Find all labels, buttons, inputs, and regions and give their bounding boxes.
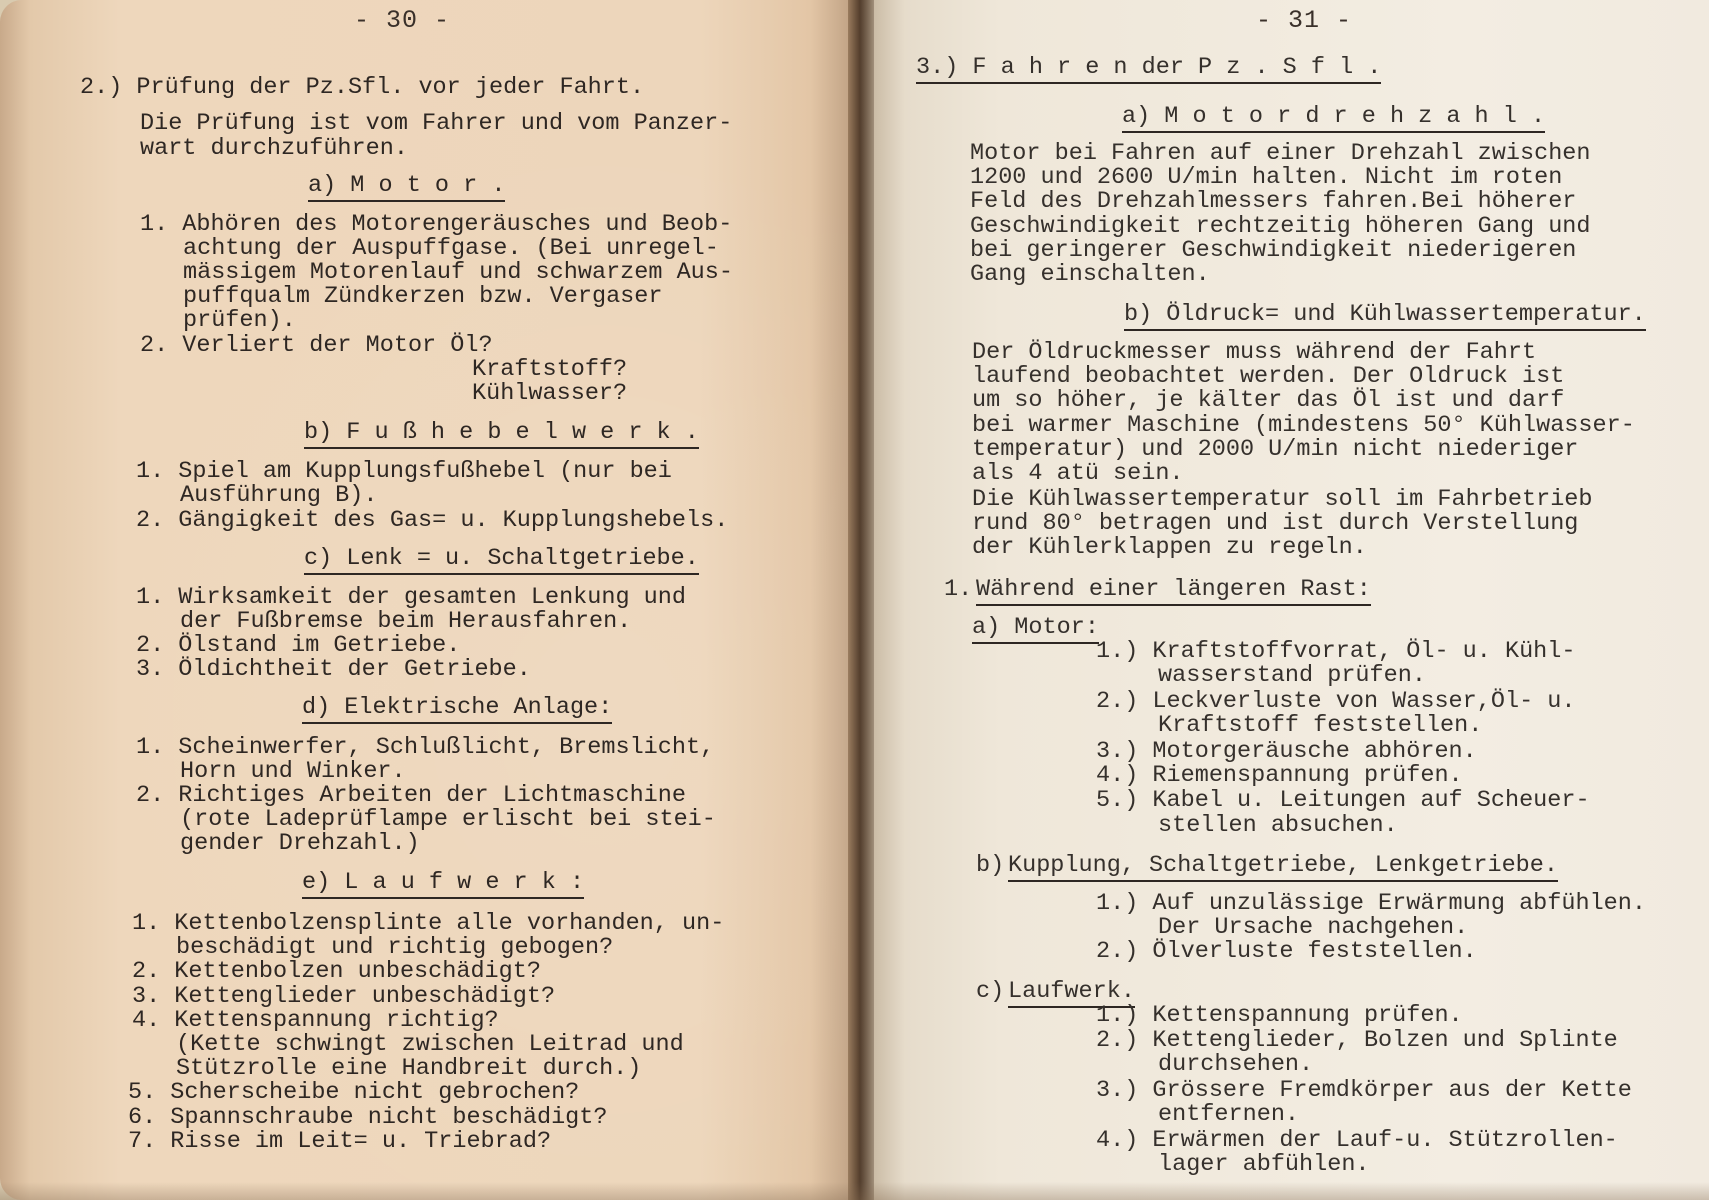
list-item: 2.) Kettenglieder, Bolzen und Splinte [1096, 1027, 1618, 1054]
list-item: puffqualm Zündkerzen bzw. Vergaser [183, 283, 663, 310]
intro-line: Die Prüfung ist vom Fahrer und vom Panzer- [140, 110, 733, 137]
list-item: 2. Richtiges Arbeiten der Lichtmaschine [136, 782, 686, 809]
paragraph-line: Gang einschalten. [970, 261, 1210, 288]
heading-fusshebelwerk: b) F u ß h e b e l w e r k . [304, 421, 699, 449]
list-item: Kraftstoff? [472, 356, 628, 383]
list-item: 1. Wirksamkeit der gesamten Lenkung und [136, 584, 686, 611]
section-title: 3.) F a h r e n der P z . S f l . [916, 56, 1381, 84]
heading-rast-kupplung: Kupplung, Schaltgetriebe, Lenkgetriebe. [1008, 854, 1558, 882]
list-item: Der Ursache nachgehen. [1158, 914, 1469, 941]
list-item: (Kette schwingt zwischen Leitrad und [176, 1031, 684, 1058]
list-item: 2.) Leckverluste von Wasser,Öl- u. [1096, 688, 1576, 715]
heading-rast: Während einer längeren Rast: [976, 578, 1371, 606]
list-item: 2. Kettenbolzen unbeschädigt? [132, 958, 541, 985]
heading-laufwerk: e) L a u f w e r k : [302, 871, 584, 899]
heading-elektrisch: d) Elektrische Anlage: [302, 696, 612, 724]
paragraph-line: Feld des Drehzahlmessers fahren.Bei höherer [970, 188, 1577, 215]
paragraph-line: der Kühlerklappen zu regeln. [972, 534, 1367, 561]
rast-kupplung-prefix: b) [976, 852, 1005, 879]
list-item: 1. Spiel am Kupplungsfußhebel (nur bei [136, 458, 672, 485]
list-item: 1.) Kettenspannung prüfen. [1096, 1002, 1463, 1029]
list-item: Horn und Winker. [180, 758, 406, 785]
intro-line: wart durchzuführen. [140, 135, 408, 162]
list-item: beschädigt und richtig gebogen? [176, 934, 614, 961]
rast-number: 1. [944, 576, 973, 603]
paragraph-line: rund 80° betragen und ist durch Verstellung [972, 510, 1579, 537]
list-item: 7. Risse im Leit= u. Triebrad? [128, 1128, 552, 1155]
list-item: 5. Scherscheibe nicht gebrochen? [128, 1079, 580, 1106]
list-item: stellen absuchen. [1158, 812, 1398, 839]
list-item: gender Drehzahl.) [180, 830, 420, 857]
paragraph-line: bei warmer Maschine (mindestens 50° Kühlwasser- [972, 412, 1635, 439]
page-edge-shadow [0, 1182, 1709, 1200]
paragraph-line: 1200 und 2600 U/min halten. Nicht im roten [970, 164, 1563, 191]
heading-lenk: c) Lenk = u. Schaltgetriebe. [304, 547, 699, 575]
right-page [860, 0, 1709, 1200]
list-item: 3. Öldichtheit der Getriebe. [136, 656, 531, 683]
paragraph-line: laufend beobachtet werden. Der Oldruck ist [972, 363, 1565, 390]
paragraph-line: temperatur) und 2000 U/min nicht niederiger [972, 436, 1579, 463]
paragraph-line: Geschwindigkeit rechtzeitig höheren Gang und [970, 213, 1591, 240]
list-item: achtung der Auspuffgase. (Bei unregel- [183, 235, 719, 262]
list-item: 3.) Motorgeräusche abhören. [1096, 738, 1477, 765]
list-item: 3.) Grössere Fremdkörper aus der Kette [1096, 1077, 1632, 1104]
list-item: 4. Kettenspannung richtig? [132, 1007, 499, 1034]
heading-rast-motor: a) Motor: [972, 616, 1099, 644]
list-item: 1.) Kraftstoffvorrat, Öl- u. Kühl- [1096, 638, 1576, 665]
list-item: 6. Spannschraube nicht beschädigt? [128, 1104, 608, 1131]
book-gutter [848, 0, 874, 1200]
list-item: Kraftstoff feststellen. [1158, 712, 1483, 739]
list-item: prüfen). [183, 307, 296, 334]
list-item: 3. Kettenglieder unbeschädigt? [132, 983, 556, 1010]
list-item: 1. Kettenbolzensplinte alle vorhanden, un- [132, 910, 725, 937]
list-item: entfernen. [1158, 1101, 1300, 1128]
paragraph-line: um so höher, je kälter das Öl ist und darf [972, 387, 1565, 414]
rast-laufwerk-prefix: c) [976, 978, 1005, 1005]
list-item: 1. Scheinwerfer, Schlußlicht, Bremslicht, [136, 734, 715, 761]
list-item: Ausführung B). [180, 482, 378, 509]
paragraph-line: bei geringerer Geschwindigkeit niederigeren [970, 237, 1577, 264]
list-item: 1.) Auf unzulässige Erwärmung abfühlen. [1096, 890, 1646, 917]
heading-motordrehzahl: a) M o t o r d r e h z a h l . [1122, 105, 1545, 133]
list-item: 2. Ölstand im Getriebe. [136, 632, 461, 659]
list-item: lager abfühlen. [1158, 1151, 1370, 1178]
list-item: 2.) Ölverluste feststellen. [1096, 938, 1477, 965]
list-item: 4.) Erwärmen der Lauf-u. Stützrollen- [1096, 1127, 1618, 1154]
section-title: 2.) Prüfung der Pz.Sfl. vor jeder Fahrt. [80, 74, 645, 101]
list-item: 2. Verliert der Motor Öl? [140, 332, 493, 359]
list-item: wasserstand prüfen. [1158, 662, 1426, 689]
list-item: der Fußbremse beim Herausfahren. [180, 608, 632, 635]
paragraph-line: Motor bei Fahren auf einer Drehzahl zwischen [970, 140, 1591, 167]
list-item: Stützrolle eine Handbreit durch.) [176, 1055, 642, 1082]
heading-rast-laufwerk: Laufwerk. [1008, 980, 1135, 1008]
list-item: 4.) Riemenspannung prüfen. [1096, 762, 1463, 789]
paragraph-line: als 4 atü sein. [972, 460, 1184, 487]
list-item: 1. Abhören des Motorengeräusches und Beob- [140, 211, 733, 238]
list-item: (rote Ladeprüflampe erlischt bei stei- [180, 806, 716, 833]
page-number: - 31 - [1256, 6, 1353, 35]
list-item: 5.) Kabel u. Leitungen auf Scheuer- [1096, 787, 1590, 814]
heading-oeldruck: b) Öldruck= und Kühlwassertemperatur. [1124, 303, 1646, 331]
list-item: durchsehen. [1158, 1051, 1314, 1078]
paragraph-line: Der Öldruckmesser muss während der Fahrt [972, 339, 1537, 366]
page-number: - 30 - [354, 6, 451, 35]
list-item: 2. Gängigkeit des Gas= u. Kupplungshebels. [136, 507, 729, 534]
list-item: mässigem Motorenlauf und schwarzem Aus- [183, 259, 733, 286]
paragraph-line: Die Kühlwassertemperatur soll im Fahrbetrieb [972, 486, 1593, 513]
heading-motor: a) M o t o r . [308, 174, 505, 202]
list-item: Kühlwasser? [472, 380, 628, 407]
